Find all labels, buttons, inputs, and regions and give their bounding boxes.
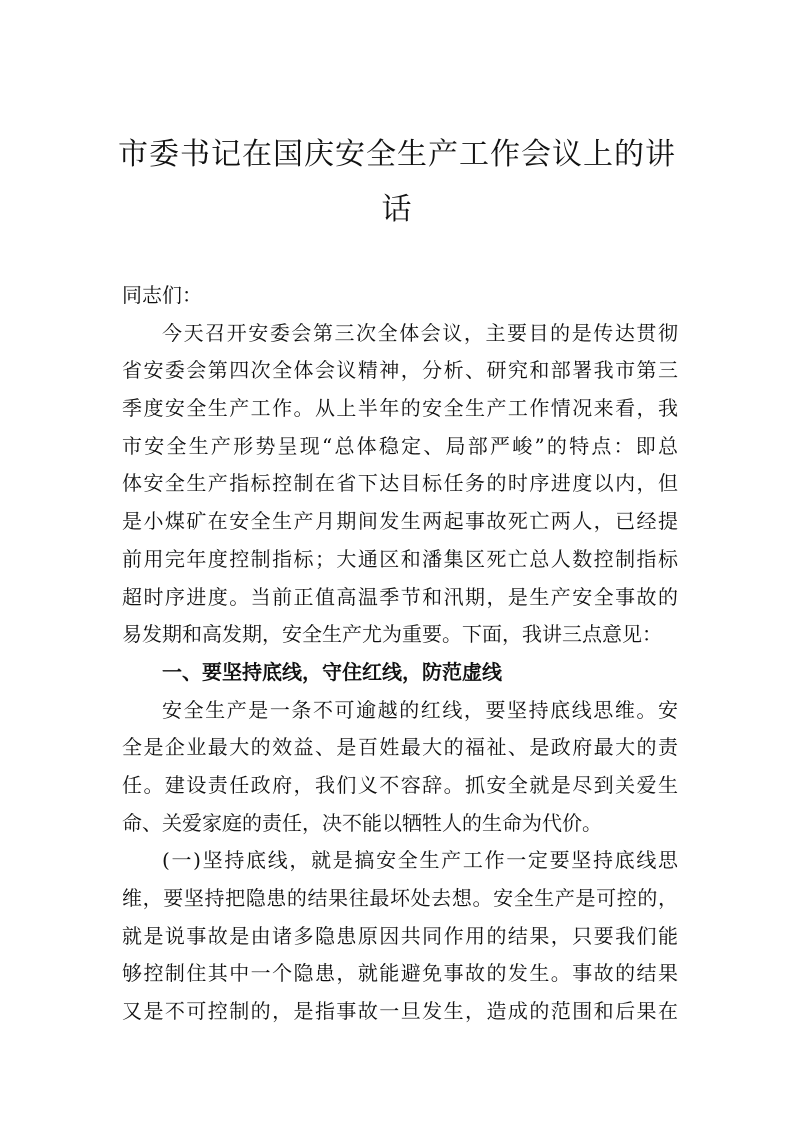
text-line: 体安全生产指标控制在省下达目标任务的时序进度以内，但 <box>122 471 678 496</box>
text-line: 超时序进度。当前正值高温季节和汛期，是生产安全事故的 <box>122 584 678 609</box>
text-line: 又是不可控制的，是指事故一旦发生，造成的范围和后果在 <box>122 999 678 1024</box>
document-body <box>122 277 678 1031</box>
text-line: 今天召开安委会第三次全体会议，主要目的是传达贯彻 <box>162 320 678 345</box>
document-title-line-1: 市委书记在国庆安全生产工作会议上的讲 <box>118 137 676 172</box>
section-heading: 一、要坚持底线，守住红线，防范虚线 <box>162 659 502 684</box>
text-line: 任。建设责任政府，我们义不容辞。抓安全就是尽到关爱生 <box>122 772 678 797</box>
text-line: 季度安全生产工作。从上半年的安全生产工作情况来看，我 <box>122 396 678 421</box>
text-line: 易发期和高发期，安全生产尤为重要。下面，我讲三点意见： <box>122 622 662 647</box>
text-line: 就是说事故是由诸多隐患原因共同作用的结果，只要我们能 <box>122 923 678 948</box>
text-line: 省安委会第四次全体会议精神，分析、研究和部署我市第三 <box>122 358 678 383</box>
text-line: 全是企业最大的效益、是百姓最大的福祉、是政府最大的责 <box>122 735 678 760</box>
text-line: 市安全生产形势呈现“总体稳定、局部严峻”的特点：即总 <box>122 433 678 458</box>
text-line: 同志们： <box>122 283 202 307</box>
document-title-line-2: 话 <box>381 192 413 227</box>
text-line: 安全生产是一条不可逾越的红线，要坚持底线思维。安 <box>162 697 678 722</box>
text-line: 够控制住其中一个隐患，就能避免事故的发生。事故的结果 <box>122 961 678 986</box>
text-line: (一)坚持底线，就是搞安全生产工作一定要坚持底线思 <box>162 848 678 873</box>
text-line: 维，要坚持把隐患的结果往最坏处去想。安全生产是可控的， <box>122 886 678 910</box>
text-line: 是小煤矿在安全生产月期间发生两起事故死亡两人，已经提 <box>122 509 678 534</box>
text-line: 命、关爱家庭的责任，决不能以牺牲人的生命为代价。 <box>122 810 602 835</box>
text-line: 前用完年度控制指标；大通区和潘集区死亡总人数控制指标 <box>122 546 678 571</box>
